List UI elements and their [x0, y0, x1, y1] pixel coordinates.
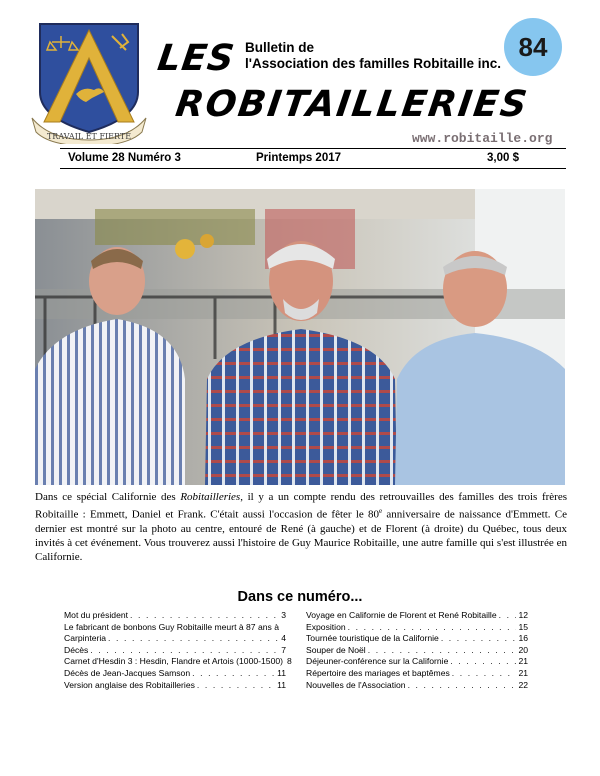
issue-price: 3,00 $ [487, 152, 519, 164]
toc-entry[interactable] [306, 622, 528, 634]
masthead-title-les: LES [155, 38, 238, 79]
toc-entry-page: 8 [287, 656, 292, 667]
toc-entry-page: 20 [518, 644, 528, 655]
toc-left-column [64, 610, 292, 691]
coat-of-arms-logo [30, 22, 148, 144]
toc-entry-title: Exposition [306, 621, 346, 632]
toc-leader-dots [441, 633, 517, 645]
toc-leader-dots [499, 610, 517, 622]
masthead-subtitle [245, 40, 515, 72]
toc-entry-title: Décès [64, 644, 89, 655]
toc-entry-title: Carnet d'Hesdin 3 : Hesdin, Flandre et Artois (1000-1500) [64, 656, 283, 667]
toc-entry-page: 22 [518, 679, 528, 690]
toc-leader-dots [452, 668, 517, 680]
subtitle-line-2: l'Association des familles Robitaille inc. [245, 56, 502, 71]
toc-entry[interactable] [64, 656, 292, 668]
toc-entry-title: Mot du président [64, 610, 129, 620]
toc-leader-dots [408, 680, 517, 692]
toc-entry-title: Tournée touristique de la Californie [306, 633, 439, 644]
volume-number: Volume 28 Numéro 3 [68, 152, 181, 164]
caption-superscript: e [379, 507, 383, 516]
caption-text-3: anniversaire de naissance d'Emmett. Ce dernier est montré sur la photo au centre, entouré de René (à gauche) et de Florent (à droite) du Québec, tous deux invités à cet événement. Vous trouverez aussi l'histoire de Guy Maurice Robitaille, une autre famille qui s'est illustrée en Californie. [35, 508, 567, 564]
toc-entry-title: Voyage en Californie de Florent et René Robitaille [306, 610, 497, 620]
toc-leader-dots [348, 622, 517, 634]
toc-right-column [306, 610, 528, 691]
toc-entry-title: Répertoire des mariages et baptêmes [306, 667, 450, 678]
toc-entry[interactable] [306, 656, 528, 668]
toc-entry-page: 15 [518, 621, 528, 632]
toc-entry-page: 21 [518, 656, 528, 667]
toc-entry[interactable] [306, 610, 528, 622]
toc-entry-title-continued: Carpinteria [64, 633, 107, 644]
toc-leader-dots [108, 633, 279, 645]
toc-leader-dots [197, 680, 275, 692]
toc-entry[interactable] [64, 680, 286, 692]
issue-number-badge: 84 [504, 18, 562, 76]
toc-entry[interactable] [306, 645, 528, 657]
toc-entry-page: 11 [277, 667, 286, 678]
masthead-title-main: ROBITAILLERIES [173, 84, 532, 125]
toc-leader-dots [368, 645, 517, 657]
toc-entry-title: Déjeuner-conférence sur la Californie [306, 656, 449, 667]
toc-entry-title: Nouvelles de l'Association [306, 679, 406, 690]
cover-photo [35, 189, 565, 485]
caption-text-1: Dans ce spécial Californie des [35, 491, 181, 503]
divider-bottom [60, 168, 566, 169]
toc-entry-page: 3 [281, 610, 286, 620]
toc-leader-dots [130, 610, 279, 622]
toc-entry-title: Souper de Noël [306, 644, 366, 655]
caption-italic-title: Robitailleries [180, 491, 241, 503]
toc-entry[interactable] [64, 668, 286, 680]
toc-entry-title: Version anglaise des Robitailleries [64, 679, 195, 690]
toc-heading: Dans ce numéro... [237, 589, 363, 605]
toc-entry[interactable] [306, 668, 528, 680]
toc-entry-page: 4 [281, 633, 286, 644]
divider-top [60, 148, 566, 149]
caption-text-2: , il y a un compte rendu des retrouvailles des familles des trois frères Robitaille : Emmett, Daniel et Frank. C'était aussi l'occasion de fêter le 80 [35, 491, 567, 521]
toc-entry-page: 21 [518, 667, 528, 678]
toc-entry[interactable] [306, 680, 528, 692]
toc-entry-page: 11 [277, 679, 286, 690]
toc-entry[interactable] [306, 633, 528, 645]
toc-entry[interactable] [64, 610, 286, 622]
toc-entry-page: 7 [281, 644, 286, 655]
toc-entry-title: Décès de Jean-Jacques Samson [64, 667, 191, 678]
svg-text:TRAVAIL ET FIERTÉ: TRAVAIL ET FIERTÉ [46, 132, 132, 141]
toc-entry-title: Le fabricant de bonbons Guy Robitaille meurt à 87 ans à [64, 621, 279, 632]
toc-leader-dots [450, 656, 516, 668]
toc-entry-page: 12 [518, 610, 528, 620]
photo-caption [35, 490, 567, 565]
subtitle-line-1: Bulletin de [245, 40, 315, 55]
toc-entry[interactable] [64, 645, 286, 657]
issue-season: Printemps 2017 [256, 152, 342, 164]
toc-entry[interactable] [64, 622, 286, 645]
website-link[interactable]: www.robitaille.org [412, 131, 553, 146]
toc-leader-dots [192, 668, 275, 680]
toc-leader-dots [90, 645, 279, 657]
toc-entry-page: 16 [518, 633, 528, 644]
